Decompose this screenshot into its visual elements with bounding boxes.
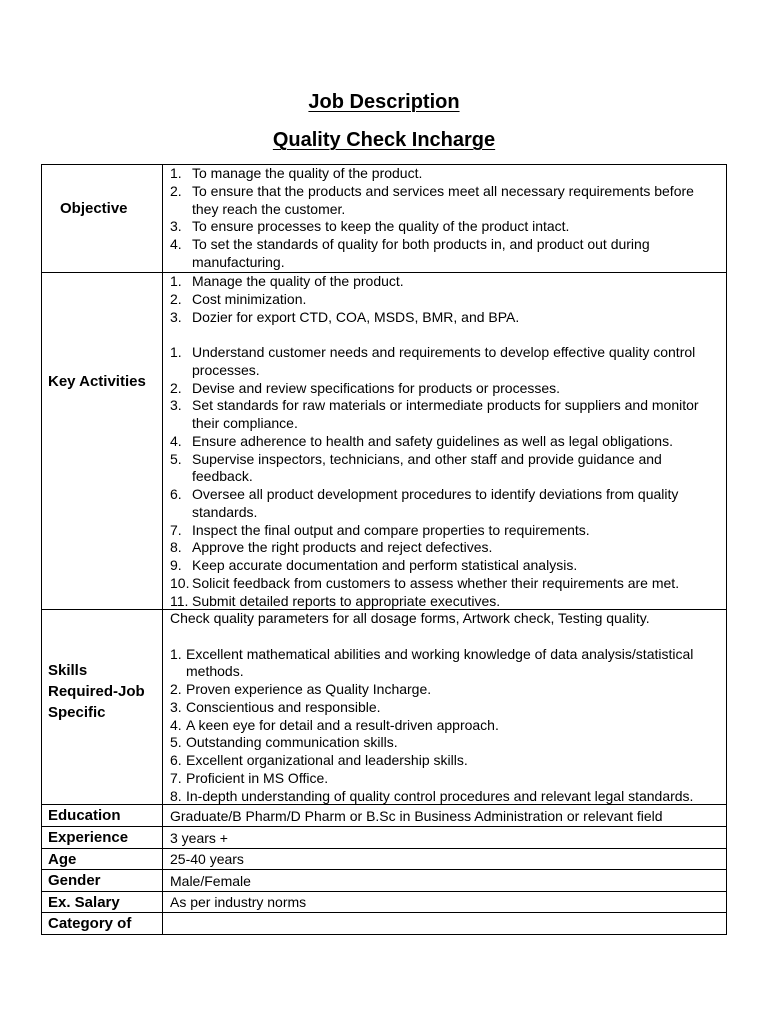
skills-list [163,646,726,806]
key-activities-label-cell [42,273,162,609]
document-subtitle [0,128,768,152]
list-item [170,770,726,788]
experience-label: Experience [48,829,129,846]
list-item [170,433,726,451]
item-text-line: Proficient in MS Office. [186,769,329,786]
list-item [170,717,726,735]
item-text [186,788,726,806]
item-text [186,717,726,735]
item-text [192,451,726,487]
item-text-line: standards. [192,503,258,520]
item-text-line: Inspect the final output and compare properties to requirements. [192,521,590,538]
list-item [170,593,726,611]
item-text [192,218,726,236]
item-text-line: To ensure that the products and services meet all necessary requirements before [192,182,694,199]
item-text-line: Keep accurate documentation and perform statistical analysis. [192,557,578,573]
item-text [192,165,726,183]
salary-label: Ex. Salary [48,893,120,911]
item-number: 4. [170,716,182,733]
list-item [170,218,726,236]
objective-row [42,165,726,272]
list-item [170,380,726,398]
item-text [192,486,726,522]
item-text-line: manufacturing. [192,253,285,270]
item-number: 9. [170,557,182,573]
list-item [170,522,726,540]
item-text-line: Supervise inspectors, technicians, and other staff and provide guidance and [192,450,662,467]
list-item [170,273,726,291]
skills-label-line: Specific [48,704,106,721]
item-number: 6. [170,752,182,768]
item-number: 5. [170,450,182,467]
list-item [170,344,726,380]
list-item [170,557,726,575]
list-item [170,539,726,557]
item-number: 1. [170,273,182,289]
list-item [170,236,726,272]
experience-row [42,826,726,848]
age-label: Age [48,850,77,868]
item-number: 2. [170,681,182,697]
item-text [186,699,726,717]
item-number: 3. [170,308,182,325]
item-text-line: To ensure processes to keep the quality of the product intact. [192,218,570,235]
list-item [170,752,726,770]
list-item [170,291,726,309]
item-text-line: Dozier for export CTD, COA, MSDS, BMR, and BPA. [192,308,520,325]
item-text-line: To manage the quality of the product. [192,165,423,181]
objective-label-cell [42,165,162,272]
skills-label-line: Skills [48,662,88,679]
item-text [192,539,726,557]
item-number: 3. [170,218,182,235]
item-text [192,236,726,272]
list-item [170,309,726,327]
item-text-line: Solicit feedback from customers to assess whether their requirements are met. [192,574,680,591]
category-value [163,913,726,934]
objective-label: Objective [60,200,128,217]
item-text-line: Cost minimization. [192,290,307,307]
salary-row [42,891,726,912]
category-row [42,912,726,934]
item-number: 7. [170,521,182,538]
item-number: 3. [170,698,182,715]
list-item [170,681,726,699]
education-label: Education [48,807,121,824]
item-number: 4. [170,236,182,252]
list-item [170,486,726,522]
item-text-line: Excellent organizational and leadership skills. [186,752,468,768]
skills-row [42,609,726,804]
list-item [170,699,726,717]
list-item [170,397,726,433]
item-text [192,557,726,575]
key-activities-row [42,272,726,609]
skills-label-line: Required-Job [48,683,145,700]
education-row [42,804,726,826]
item-text [186,770,726,788]
item-text [192,593,726,611]
item-text-line: Manage the quality of the product. [192,273,404,289]
item-text-line: feedback. [192,468,253,485]
item-text-line: Excellent mathematical abilities and working knowledge of data analysis/statistical [186,645,694,662]
skills-content-cell [163,610,726,804]
item-text-line: A keen eye for detail and a result-driven approach. [186,716,499,733]
item-number: 7. [170,769,182,786]
salary-value: As per industry norms [170,894,307,910]
item-number: 6. [170,486,182,502]
item-text [186,734,726,752]
item-number: 10. [170,574,190,591]
item-number: 2. [170,290,182,307]
item-number: 1. [170,645,182,662]
item-number: 11. [170,592,189,609]
item-text [186,752,726,770]
item-text [192,522,726,540]
item-text [186,646,726,682]
key-activities-content-cell [163,273,726,609]
item-text-line: Proven experience as Quality Incharge. [186,681,432,697]
item-number: 5. [170,734,182,751]
item-text-line: methods. [186,663,244,680]
item-text [192,291,726,309]
job-description-table [41,164,727,935]
item-number: 4. [170,432,182,449]
item-text-line: In-depth understanding of quality control procedures and relevant legal standards. [186,787,694,804]
item-text-line: Conscientious and responsible. [186,698,381,715]
key-activities-list [163,273,726,610]
item-number: 1. [170,165,182,181]
list-item [170,646,726,682]
category-label: Category of [48,915,132,932]
item-text [192,344,726,380]
list-item [170,165,726,183]
item-text-line: Devise and review specifications for products or processes. [192,379,561,396]
item-text-line: Approve the right products and reject defectives. [192,539,493,556]
item-number: 3. [170,397,182,414]
item-text [192,380,726,398]
item-text-line: To set the standards of quality for both products in, and product out during [192,236,650,252]
item-text-line: Understand customer needs and requirements to develop effective quality control [192,344,696,360]
item-number: 8. [170,787,182,804]
item-text-line: Submit detailed reports to appropriate executives. [192,592,501,609]
skills-label [48,660,145,723]
group-spacer [170,326,726,344]
item-number: 1. [170,344,182,360]
item-text-line: Outstanding communication skills. [186,734,398,751]
gender-row [42,869,726,891]
item-text-line: processes. [192,361,260,378]
document-title [0,90,768,114]
list-item [170,575,726,593]
list-item [170,183,726,219]
gender-label: Gender [48,872,101,889]
skills-intro: Check quality parameters for all dosage forms, Artwork check, Testing quality. [170,610,650,626]
item-number: 2. [170,182,182,199]
list-item [170,734,726,752]
item-text-line: Set standards for raw materials or intermediate products for suppliers and monitor [192,397,699,414]
age-value: 25-40 years [170,851,244,867]
item-text-line: Oversee all product development procedures to identify deviations from quality [192,486,679,502]
item-text-line: they reach the customer. [192,200,346,217]
document-subtitle-text: Quality Check Incharge [272,129,496,151]
key-activities-label: Key Activities [48,373,146,390]
item-text [192,309,726,327]
item-text [192,273,726,291]
item-text [192,575,726,593]
gender-value: Male/Female [170,872,251,889]
education-value: Graduate/B Pharm/D Pharm or B.Sc in Business Administration or relevant field [170,807,663,824]
document-title-text: Job Description [308,91,460,113]
column-divider [162,165,163,934]
item-text-line: their compliance. [192,415,298,431]
list-item [170,451,726,487]
item-text [186,681,726,699]
objective-list [163,165,726,272]
item-number: 2. [170,379,182,396]
item-text [192,433,726,451]
item-text [192,397,726,433]
objective-content-cell [163,165,726,272]
list-item [170,788,726,806]
skills-label-cell [42,610,162,804]
item-text-line: Ensure adherence to health and safety guidelines as well as legal obligations. [192,432,673,449]
skills-spacer [163,628,726,646]
item-number: 8. [170,539,182,556]
experience-value: 3 years + [170,829,228,846]
item-text [192,183,726,219]
age-row [42,848,726,869]
